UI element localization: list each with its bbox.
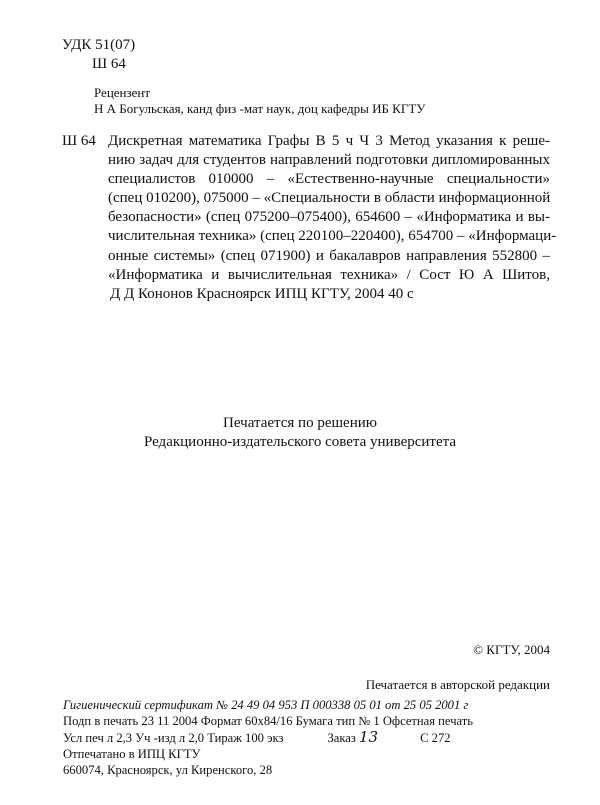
- bibliographic-line: безопасности» (спец 075200–075400), 654600 – «Информатика и вы-: [108, 209, 550, 226]
- printer-address: 660074, Красноярск, ул Киренского, 28: [63, 763, 273, 777]
- hygiene-certificate: Гигиенический сертификат № 24 49 04 953 П 000338 05 01 от 25 05 2001 г: [63, 698, 469, 712]
- imprint-block: [63, 697, 473, 778]
- udc-code: УДК 51(07): [62, 37, 136, 53]
- bibliographic-code: Ш 64: [62, 133, 96, 149]
- bibliographic-description: [108, 132, 557, 304]
- bibliographic-line: числительная техника» (спец 220100–220400), 654700 – «Информаци-: [108, 228, 557, 245]
- c-number: С 272: [420, 731, 451, 745]
- udc-block: [62, 36, 135, 74]
- reviewer-label: Рецензент: [94, 85, 151, 100]
- reviewer-text: Н А Богульская, канд физ -мат наук, доц кафедры ИБ КГТУ: [94, 101, 426, 116]
- bibliographic-line: Д Д Кононов Красноярск ИПЦ КГТУ, 2004 40 с: [110, 285, 414, 302]
- print-sheets: Усл печ л 2,3 Уч -изд л 2,0 Тираж 100 экз: [63, 731, 284, 745]
- bibliographic-line: нию задач для студентов направлений подготовки дипломированных: [108, 152, 550, 169]
- copyright: © КГТУ, 2004: [473, 642, 550, 657]
- order-number: 13: [359, 728, 379, 746]
- bibliographic-line: онные системы» (спец 071900) и бакалавров направления 552800 –: [108, 247, 550, 264]
- edition-note: Печатается в авторской редакции: [365, 677, 550, 692]
- bibliographic-line: Дискретная математика Графы В 5 ч Ч 3 Метод указания к реше-: [108, 133, 550, 149]
- order-label: Заказ: [327, 731, 356, 745]
- approval-line-1: Печатается по решению: [223, 415, 377, 431]
- bibliographic-line: (спец 010200), 075000 – «Специальности в области информационной: [108, 190, 551, 207]
- approval-note: [0, 414, 600, 452]
- bibliographic-line: специалистов 010000 – «Естественно-научные специальности»: [108, 171, 550, 188]
- signed-for-print: Подп в печать 23 11 2004 Формат 60х84/16 Бумага тип № 1 Офсетная печать: [63, 714, 474, 728]
- approval-line-2: Редакционно-издательского совета университета: [143, 434, 457, 450]
- print-sheets-row: [63, 729, 473, 746]
- author-mark: Ш 64: [92, 56, 126, 72]
- printed-at: Отпечатано в ИПЦ КГТУ: [63, 747, 201, 761]
- bibliographic-line: «Информатика и вычислительная техника» / Сост Ю А Шитов,: [108, 266, 550, 283]
